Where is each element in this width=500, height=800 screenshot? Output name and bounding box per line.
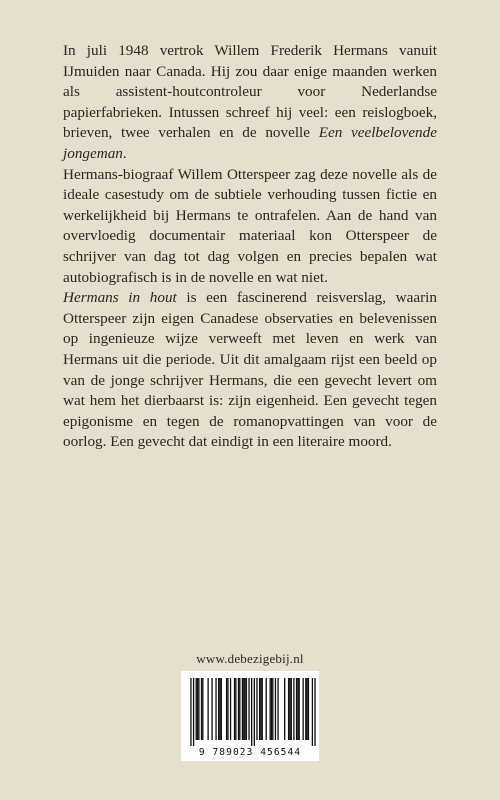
blurb-paragraph-1: In juli 1948 vertrok Willem Frederik Hermans vanuit IJmuiden naar Canada. Hij zou daar enige maanden werken als assistent-houtcontroleur voor Nederlandse papierfabrieken. Intussen schreef hij veel: een reislogboek, brieven, twee verhalen en de novelle Een veelbelovende jongeman. xyxy=(63,42,438,162)
barcode-bar xyxy=(243,678,244,740)
barcode-bar xyxy=(221,678,222,740)
barcode-bar xyxy=(246,678,247,740)
barcode-bar xyxy=(305,678,306,740)
barcode-bar xyxy=(215,678,216,740)
barcode-bar xyxy=(288,678,289,740)
barcode-bar xyxy=(312,678,313,746)
barcode-bar xyxy=(244,678,245,740)
barcode-bar xyxy=(251,678,252,746)
barcode-bar xyxy=(262,678,263,740)
barcode-bar xyxy=(297,678,298,740)
novella-title: Een veelbelovende jongeman xyxy=(63,124,437,162)
barcode-bar xyxy=(260,678,261,740)
barcode-bar xyxy=(211,678,212,740)
isbn-barcode xyxy=(181,671,319,761)
barcode-bar xyxy=(259,678,260,740)
isbn-number: 9 789023 456544 xyxy=(198,747,302,758)
barcode-bar xyxy=(272,678,273,740)
barcode-bar xyxy=(234,678,235,740)
barcode-bar xyxy=(275,678,276,740)
barcode-bar xyxy=(303,678,304,740)
barcode-bar xyxy=(201,678,202,740)
barcode-bar xyxy=(235,678,236,740)
barcode-bar xyxy=(248,678,249,740)
blurb-paragraph-3: Hermans in hout is een fascinerend reisverslag, waarin Otterspeer zijn eigen Canadese observaties en belevenissen op ingenieuze wijze verweeft met leven en werk van Hermans uit die periode. Uit dit amalgaam rijst een beeld op van de jonge schrijver Hermans, die een gevecht levert om wat hem het dierbaarst is: zijn eigenheid. Een gevecht tegen epigonisme en tegen de romanopvattingen van voor de oorlog. Een gevecht dat eindigt in een literaire moord. xyxy=(63,289,438,451)
barcode-bar xyxy=(197,678,198,740)
barcode-bar xyxy=(256,678,257,740)
blurb-paragraph-2: Hermans-biograaf Willem Otterspeer zag deze novelle als de ideale casestudy om de subtiele verhouding tussen fictie en werkelijkheid bij Hermans te ontrafelen. Aan de hand van overvloedig documentair materiaal kon Otterspeer de schrijver van dag tot dag volgen en precies bepalen wat autobiografisch is in de novelle en wat niet. xyxy=(63,165,437,286)
barcode-bars xyxy=(181,671,319,749)
barcode-bar xyxy=(293,678,294,740)
barcode-bar xyxy=(227,678,228,740)
barcode-bar xyxy=(207,678,208,740)
barcode-bar xyxy=(314,678,315,746)
barcode-bar xyxy=(289,678,290,740)
barcode-bar xyxy=(239,678,240,740)
barcode-bar xyxy=(242,678,243,740)
barcode-bar xyxy=(196,678,197,740)
barcode-bar xyxy=(291,678,292,740)
blurb-text xyxy=(63,41,437,453)
barcode-bar xyxy=(218,678,219,740)
barcode-bar xyxy=(226,678,227,740)
barcode-bar xyxy=(308,678,309,740)
publisher-website[interactable]: www.debezigebij.nl xyxy=(196,651,304,666)
barcode-bar xyxy=(306,678,307,740)
barcode-bar xyxy=(299,678,300,740)
barcode-bar xyxy=(270,678,271,740)
barcode-bar xyxy=(219,678,220,740)
barcode-bar xyxy=(230,678,231,740)
barcode-bar xyxy=(271,678,272,740)
barcode-bar xyxy=(190,678,191,746)
barcode-bar xyxy=(254,678,255,746)
barcode-bar xyxy=(277,678,278,740)
barcode-bar xyxy=(266,678,267,740)
barcode-bar xyxy=(296,678,297,740)
barcode-bar xyxy=(193,678,194,746)
barcode-bar xyxy=(238,678,239,740)
book-title: Hermans in hout xyxy=(63,289,177,307)
year: 1948 xyxy=(118,42,149,59)
barcode-bar xyxy=(202,678,203,740)
barcode-bar xyxy=(284,678,285,740)
barcode-bar xyxy=(198,678,199,740)
